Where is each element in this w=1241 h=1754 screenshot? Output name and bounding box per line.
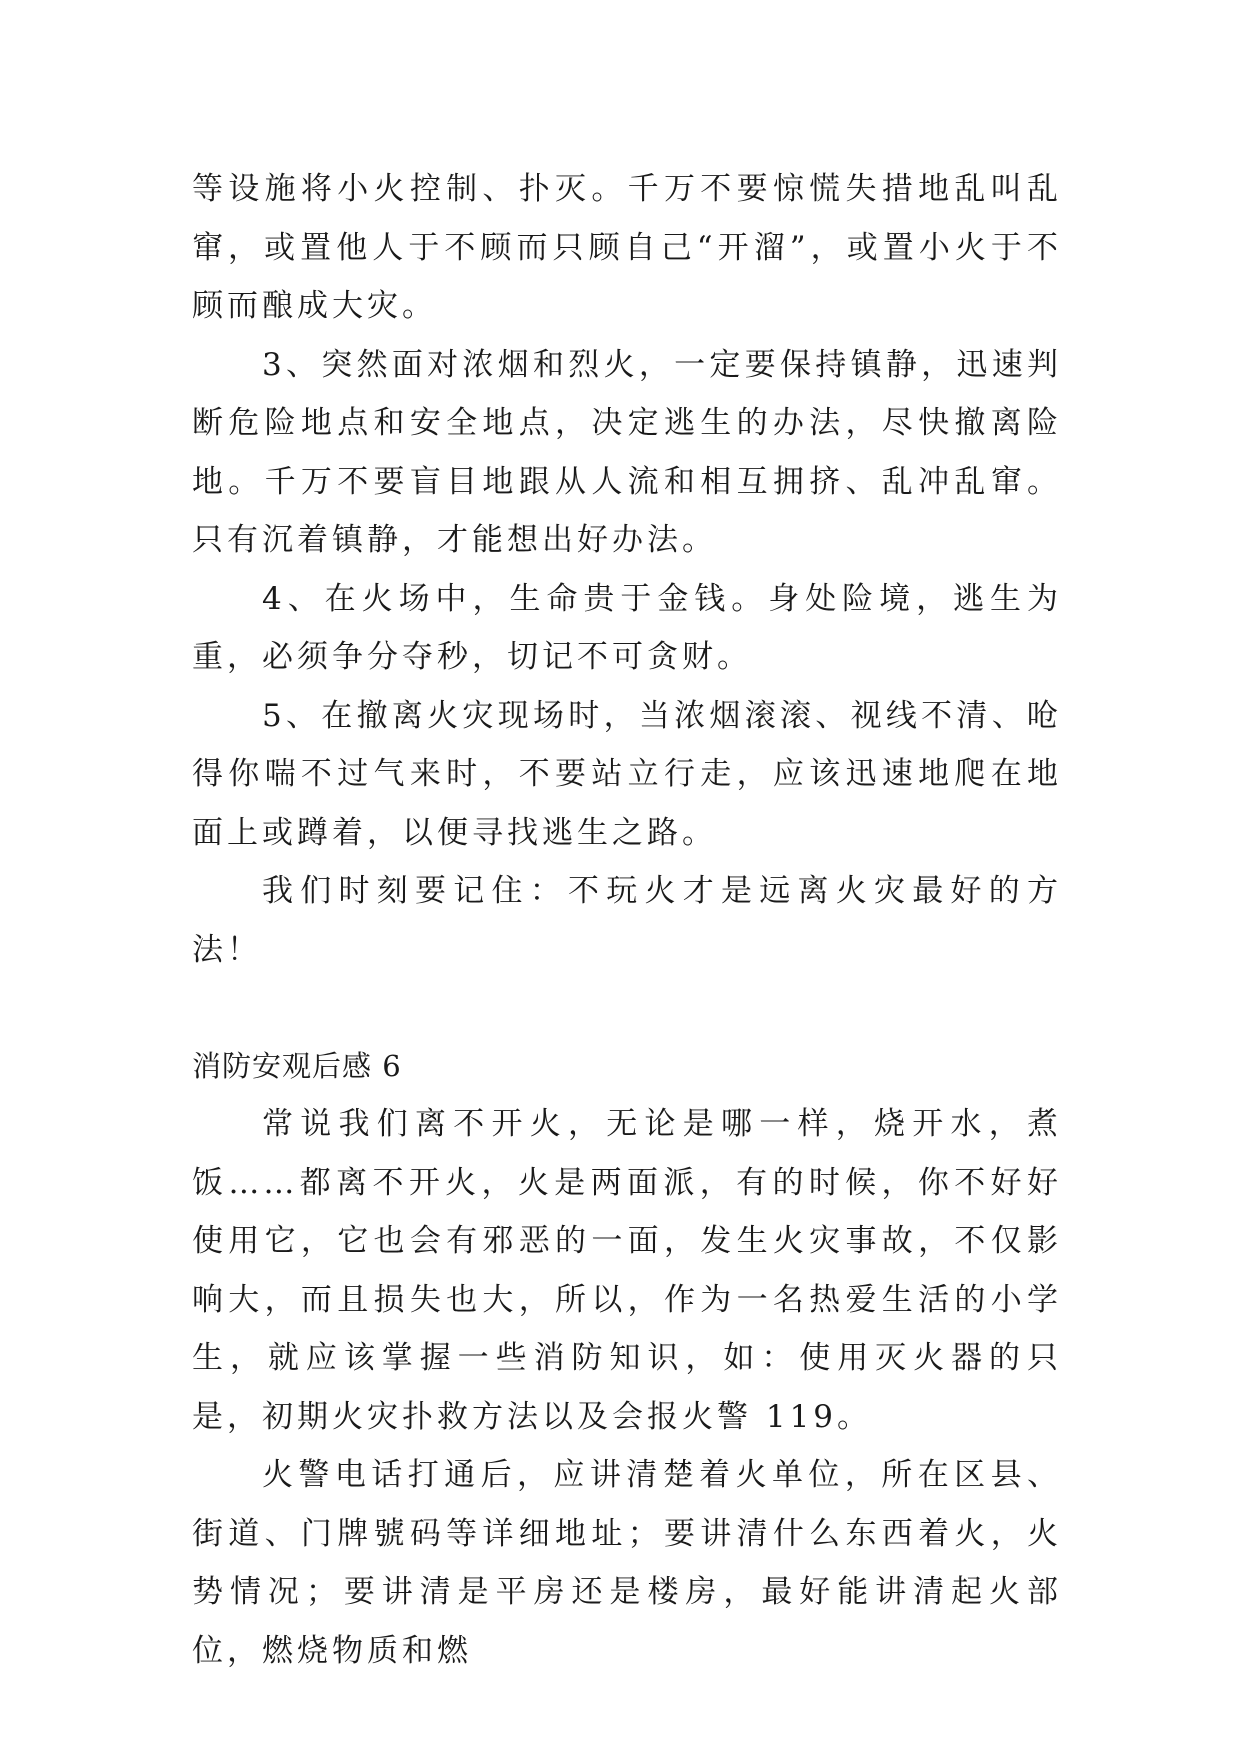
paragraph-conclusion: 我们时刻要记住：不玩火才是远离火灾最好的方法！	[192, 873, 1062, 968]
paragraph-continued: 等设施将小火控制、扑灭。千万不要惊慌失措地乱叫乱窜，或置他人于不顾而只顾自己“开溜”，或置小火于不顾而酿成大灾。	[192, 171, 1062, 324]
paragraph-item-5: 5、在撤离火灾现场时，当浓烟滚滚、视线不清、呛得你喘不过气来时，不要站立行走，应该迅速地爬在地面上或蹲着，以便寻找逃生之路。	[192, 697, 1062, 851]
document-body	[192, 160, 1062, 1680]
section-title: 消防安观后感 6	[192, 1049, 402, 1083]
section-spacer	[192, 979, 1062, 1037]
paragraph-section-intro: 常说我们离不开火，无论是哪一样，烧开水，煮饭……都离不开火，火是两面派，有的时候，你不好好使用它，它也会有邪恶的一面，发生火灾事故，不仅影响大，而且损失也大，所以，作为一名热爱生活的小学生，就应该掌握一些消防知识，如：使用灭火器的只是，初期火灾扑救方法以及会报火警 119。	[192, 1106, 1062, 1435]
paragraph-item-4: 4、在火场中，生命贵于金钱。身处险境，逃生为重，必须争分夺秒，切记不可贪财。	[192, 580, 1062, 675]
paragraph-item-3: 3、突然面对浓烟和烈火，一定要保持镇静，迅速判断危险地点和安全地点，决定逃生的办法，尽快撤离险地。千万不要盲目地跟从人流和相互拥挤、乱冲乱窜。只有沉着镇静，才能想出好办法。	[192, 346, 1062, 558]
paragraph-section-call-details: 火警电话打通后，应讲清楚着火单位，所在区县、街道、门牌號码等详细地址；要讲清什么东西着火，火势情况；要讲清是平房还是楼房，最好能讲清起火部位，燃烧物质和燃	[192, 1457, 1062, 1669]
